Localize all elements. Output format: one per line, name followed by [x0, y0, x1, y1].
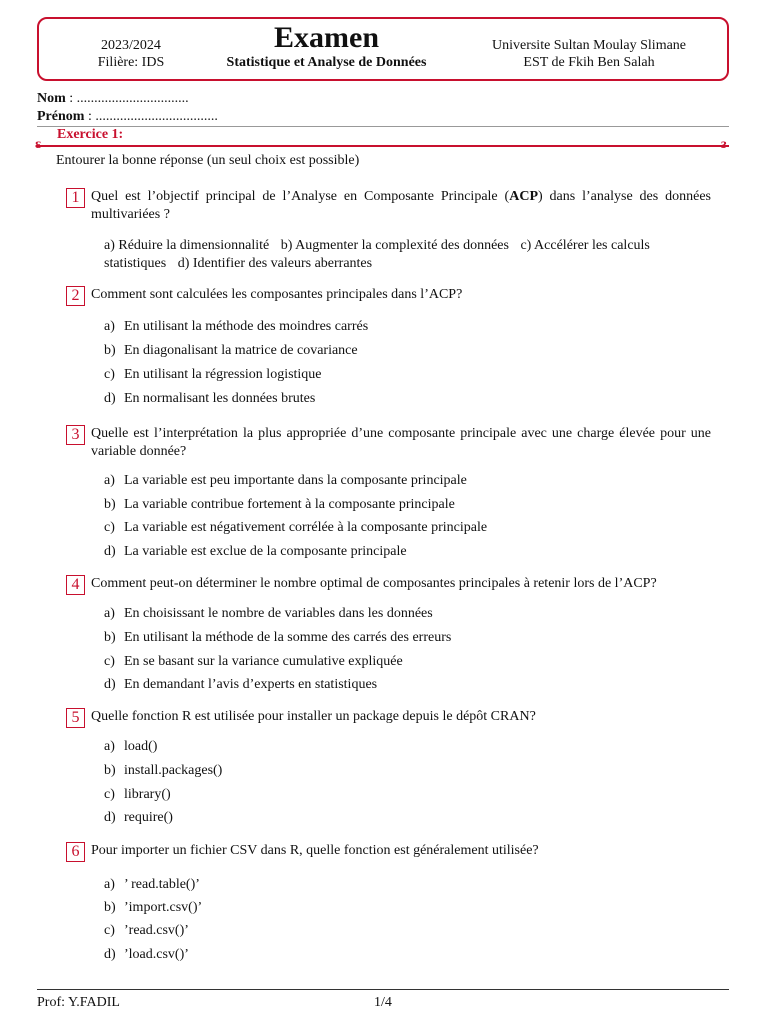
- option-d[interactable]: d) Identifier des valeurs aberrantes: [177, 256, 373, 271]
- option-a[interactable]: a) En utilisant la méthode des moindres carrés: [104, 319, 369, 334]
- option-c[interactable]: c) Accélérer les calculs statistiques: [104, 238, 650, 271]
- question-text: Quelle fonction R est utilisée pour installer un package depuis le dépôt CRAN?: [91, 709, 536, 724]
- exam-subtitle: Statistique et Analyse de Données: [226, 55, 427, 70]
- exercise-title: Exercice 1:: [57, 127, 124, 142]
- academic-year: 2023/2024: [101, 38, 161, 53]
- exam-title: Examen: [274, 21, 379, 54]
- option-b[interactable]: b) En diagonalisant la matrice de covariance: [104, 343, 358, 358]
- nom-value: : ................................: [69, 91, 189, 106]
- divider: [37, 145, 729, 147]
- ornament-right-icon: з: [721, 137, 727, 152]
- exam-header: [37, 17, 729, 81]
- option-b[interactable]: b) install.packages(): [104, 763, 223, 778]
- footer-divider: [37, 989, 729, 990]
- header-left: [81, 37, 181, 71]
- exercise-header: [35, 126, 729, 152]
- option-a[interactable]: a) Réduire la dimensionnalité: [104, 238, 270, 253]
- ornament-left-icon: ε: [35, 137, 41, 152]
- option-b[interactable]: b) En utilisant la méthode de la somme des carrés des erreurs: [104, 630, 452, 645]
- option-c[interactable]: c) En utilisant la régression logistique: [104, 367, 322, 382]
- question-text: Quelle est l’interprétation la plus appropriée d’une composante principale avec une charge élevée pour une variable donnée?: [91, 426, 711, 459]
- option-b[interactable]: b) Augmenter la complexité des données: [280, 238, 509, 253]
- option-a[interactable]: a) ’ read.table()’: [104, 877, 200, 892]
- prenom-value: : ...................................: [87, 109, 218, 124]
- filiere: Filière: IDS: [97, 55, 165, 70]
- option-d[interactable]: d) En normalisant les données brutes: [104, 391, 316, 406]
- exercise-instruction: Entourer la bonne réponse (un seul choix est possible): [56, 153, 360, 168]
- option-a[interactable]: a) load(): [104, 739, 158, 754]
- question-number: 3: [66, 425, 85, 445]
- option-b[interactable]: b) La variable contribue fortement à la composante principale: [104, 497, 455, 512]
- prenom-field[interactable]: [37, 109, 218, 125]
- school-name: EST de Fkih Ben Salah: [523, 55, 655, 70]
- option-c[interactable]: c) La variable est négativement corrélée à la composante principale: [104, 520, 488, 535]
- option-c[interactable]: c) ’read.csv()’: [104, 923, 189, 938]
- page-number: 1/4: [374, 995, 392, 1010]
- footer-prof: Prof: Y.FADIL: [37, 995, 120, 1010]
- question-number: 2: [66, 286, 85, 306]
- option-d[interactable]: d) require(): [104, 810, 173, 825]
- option-c[interactable]: c) library(): [104, 787, 171, 802]
- option-a[interactable]: a) La variable est peu importante dans la composante principale: [104, 473, 467, 488]
- question-number: 6: [66, 842, 85, 862]
- option-b[interactable]: b) ’import.csv()’: [104, 900, 203, 915]
- prenom-label: Prénom: [37, 109, 85, 124]
- question-number: 4: [66, 575, 85, 595]
- question-1-options: [104, 237, 712, 273]
- option-a[interactable]: a) En choisissant le nombre de variables dans les données: [104, 606, 433, 621]
- question-number: 1: [66, 188, 85, 208]
- option-d[interactable]: d) En demandant l’avis d’experts en statistiques: [104, 677, 378, 692]
- question-text: Pour importer un fichier CSV dans R, quelle fonction est généralement utilisée?: [91, 843, 539, 858]
- question-number: 5: [66, 708, 85, 728]
- nom-field[interactable]: [37, 91, 189, 107]
- nom-label: Nom: [37, 91, 66, 106]
- question-text: Quel est l’objectif principal de l’Analyse en Composante Principale (ACP) dans l’analyse des données multivariées ?: [91, 189, 711, 222]
- option-d[interactable]: d) La variable est exclue de la composante principale: [104, 544, 407, 559]
- university-name: Universite Sultan Moulay Slimane: [491, 38, 687, 53]
- divider: [37, 126, 729, 127]
- option-c[interactable]: c) En se basant sur la variance cumulative expliquée: [104, 654, 403, 669]
- header-right: [469, 37, 709, 71]
- option-d[interactable]: d) ’load.csv()’: [104, 947, 189, 962]
- question-text: Comment peut-on déterminer le nombre optimal de composantes principales à retenir lors de l’ACP?: [91, 576, 657, 591]
- question-text: Comment sont calculées les composantes principales dans l’ACP?: [91, 287, 463, 302]
- header-center: [199, 21, 454, 71]
